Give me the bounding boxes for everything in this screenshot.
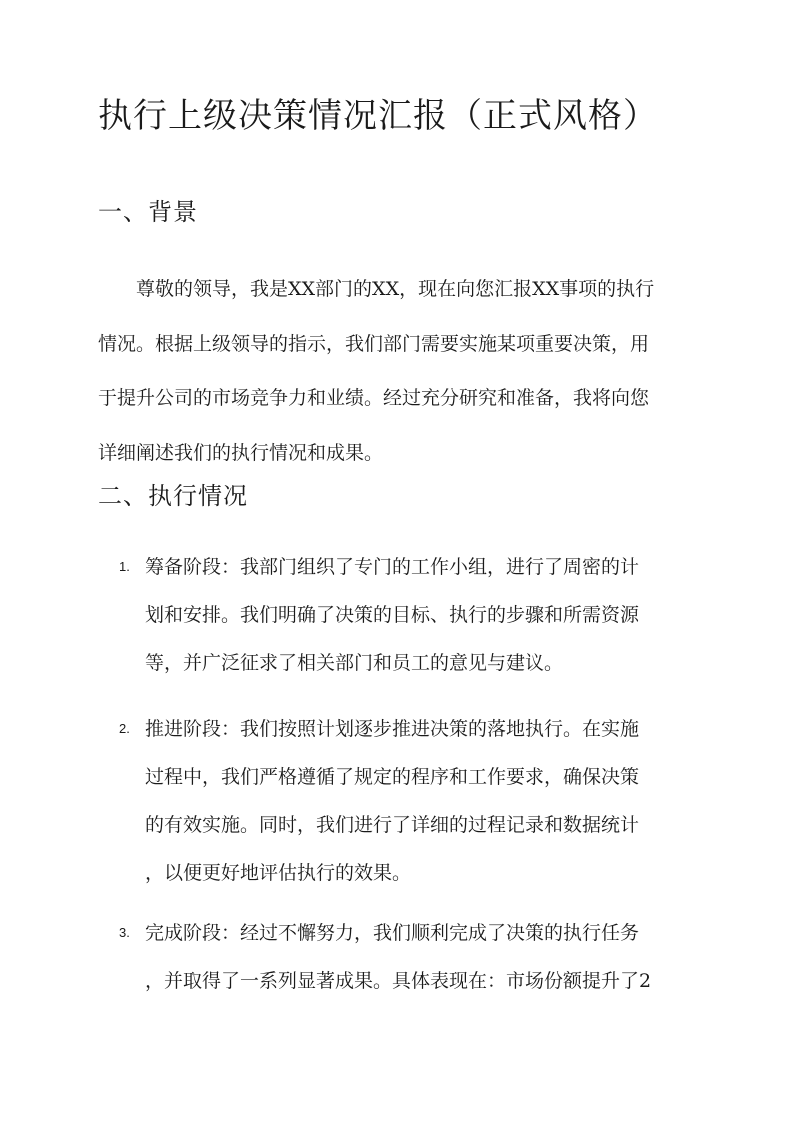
document-title: 执行上级决策情况汇报（正式风格） bbox=[98, 96, 658, 136]
list-line: 推进阶段：我们按照计划逐步推进决策的落地执行。在实施 bbox=[145, 718, 640, 740]
list-item-text bbox=[145, 705, 725, 897]
list-line: 等，并广泛征求了相关部门和员工的意见与建议。 bbox=[145, 652, 564, 674]
list-line: 过程中，我们严格遵循了规定的程序和工作要求，确保决策 bbox=[145, 766, 640, 788]
paragraph-line: 尊敬的领导，我是XX部门的XX，现在向您汇报XX事项的执行 bbox=[136, 278, 655, 300]
paragraph-line: 情况。根据上级领导的指示，我们部门需要实施某项重要决策，用 bbox=[98, 332, 650, 355]
list-line: 的有效实施。同时，我们进行了详细的过程记录和数据统计 bbox=[145, 814, 640, 836]
list-line: 完成阶段：经过不懈努力，我们顺利完成了决策的执行任务 bbox=[145, 922, 640, 944]
list-line: ，并取得了一系列显著成果。具体表现在：市场份额提升了2 bbox=[145, 970, 652, 992]
paragraph-line: 于提升公司的市场竞争力和业绩。经过充分研究和准备，我将向您 bbox=[98, 387, 650, 409]
section-heading-background: 一、背景 bbox=[98, 198, 198, 226]
list-number: 1. bbox=[119, 559, 130, 574]
list-line: 划和安排。我们明确了决策的目标、执行的步骤和所需资源 bbox=[145, 604, 640, 626]
list-line: ，以便更好地评估执行的效果。 bbox=[145, 862, 412, 884]
list-line: 筹备阶段：我部门组织了专门的工作小组，进行了周密的计 bbox=[145, 556, 640, 578]
list-item-text bbox=[145, 909, 725, 1005]
paragraph-line: 详细阐述我们的执行情况和成果。 bbox=[98, 441, 384, 464]
list-item-text bbox=[145, 543, 725, 687]
section-heading-execution: 二、执行情况 bbox=[98, 482, 248, 510]
list-number: 2. bbox=[119, 721, 130, 736]
list-number: 3. bbox=[119, 925, 130, 940]
background-paragraph bbox=[98, 262, 708, 480]
